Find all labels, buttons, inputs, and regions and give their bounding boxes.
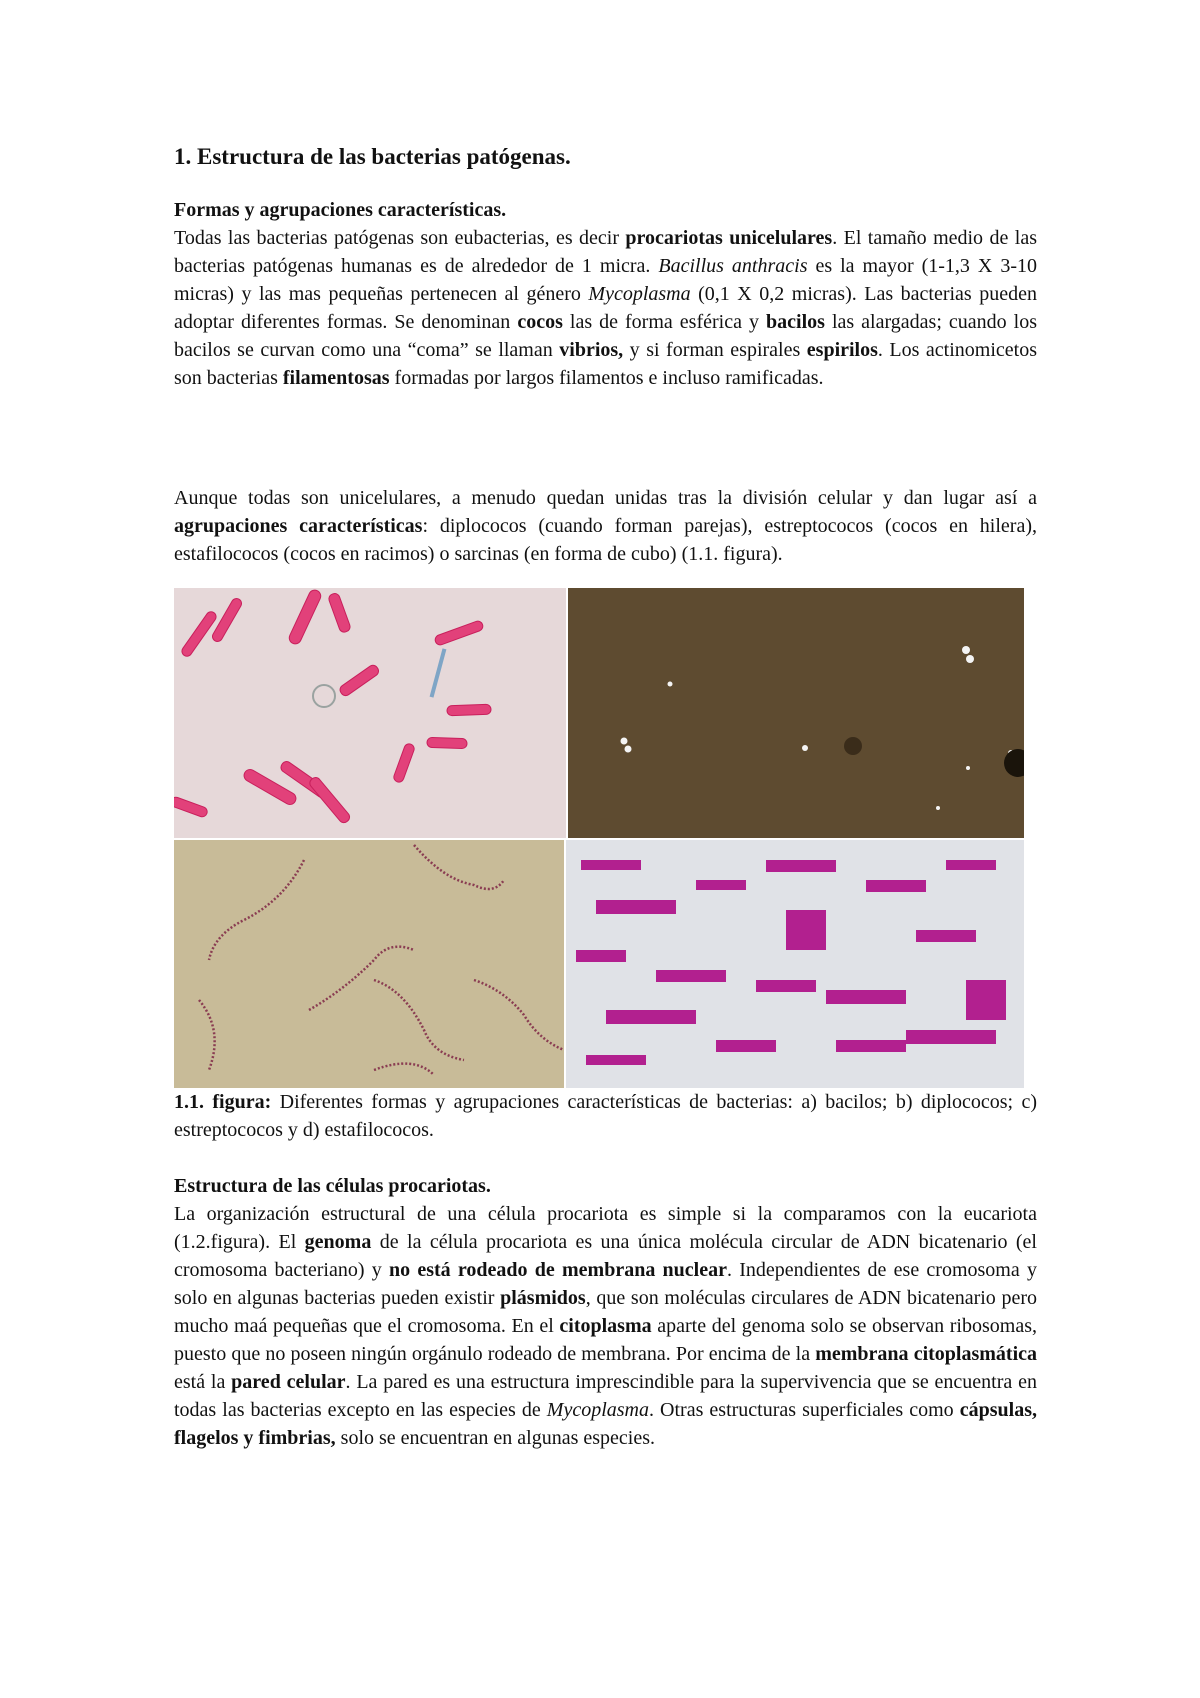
section-cell-structure <box>174 1172 1037 1452</box>
diplococci-micrograph <box>568 588 1024 838</box>
paragraph: La organización estructural de una célula procariota es simple si la comparamos con la eucariota (1.2.figura). El genoma de la célula procariota es una única molécula circular de ADN bicatenario (el cromosoma bacteriano) y no está rodeado de membrana nuclear. Independientes de ese cromosoma y solo en algunas bacterias pueden existir plásmidos, que son moléculas circulares de ADN bicatenario pero mucho maá pequeñas que el cromosoma. En el citoplasma aparte del genoma solo se observan ribosomas, puesto que no poseen ningún orgánulo rodeado de membrana. Por encima de la membrana citoplasmática está la pared celular. La pared es una estructura imprescindible para la supervivencia que se encuentra en todas las bacterias excepto en las especies de Mycoplasma. Otras estructuras superficiales como cápsulas, flagelos y fimbrias, solo se encuentran en algunas especies. <box>174 1203 1038 1449</box>
figure-caption: 1.1. figura: Diferentes formas y agrupaciones características de bacterias: a) bacilos; b) diplococos; c) estreptococos y d) estafilococos. <box>174 1091 1037 1141</box>
bacteria-figure <box>174 588 1024 1088</box>
streptococci-micrograph <box>174 840 564 1088</box>
section-subtitle: Formas y agrupaciones características. <box>174 199 507 221</box>
bacilli-image <box>174 588 566 838</box>
streptococci-image <box>174 840 564 1088</box>
bacilli-micrograph <box>174 588 566 838</box>
diplococci-image <box>568 588 1024 838</box>
section-subtitle: Estructura de las células procariotas. <box>174 1175 491 1197</box>
section-shapes <box>174 196 1037 392</box>
page-title: 1. Estructura de las bacterias patógenas. <box>174 144 571 169</box>
paragraph: Todas las bacterias patógenas son eubacterias, es decir procariotas unicelulares. El tamaño medio de las bacterias patógenas humanas es de alrededor de 1 micra. Bacillus anthracis es la mayor (1-1,3 X 3-10 micras) y las mas pequeñas pertenecen al género Mycoplasma (0,1 X 0,2 micras). Las bacterias pueden adoptar diferentes formas. Se denominan cocos las de forma esférica y bacilos las alargadas; cuando los bacilos se curvan como una “coma” se llaman vibrios, y si forman espirales espirilos. Los actinomicetos son bacterias filamentosas formadas por largos filamentos e incluso ramificadas. <box>174 227 1038 389</box>
staphylococci-micrograph <box>566 840 1024 1088</box>
staphylococci-image <box>566 840 1024 1088</box>
paragraph-groupings: Aunque todas son unicelulares, a menudo quedan unidas tras la división celular y dan lugar así a agrupaciones características: diplococos (cuando forman parejas), estreptococos (cocos en hilera), estafilococos (cocos en racimos) o sarcinas (en forma de cubo) (1.1. figura). <box>174 487 1037 565</box>
